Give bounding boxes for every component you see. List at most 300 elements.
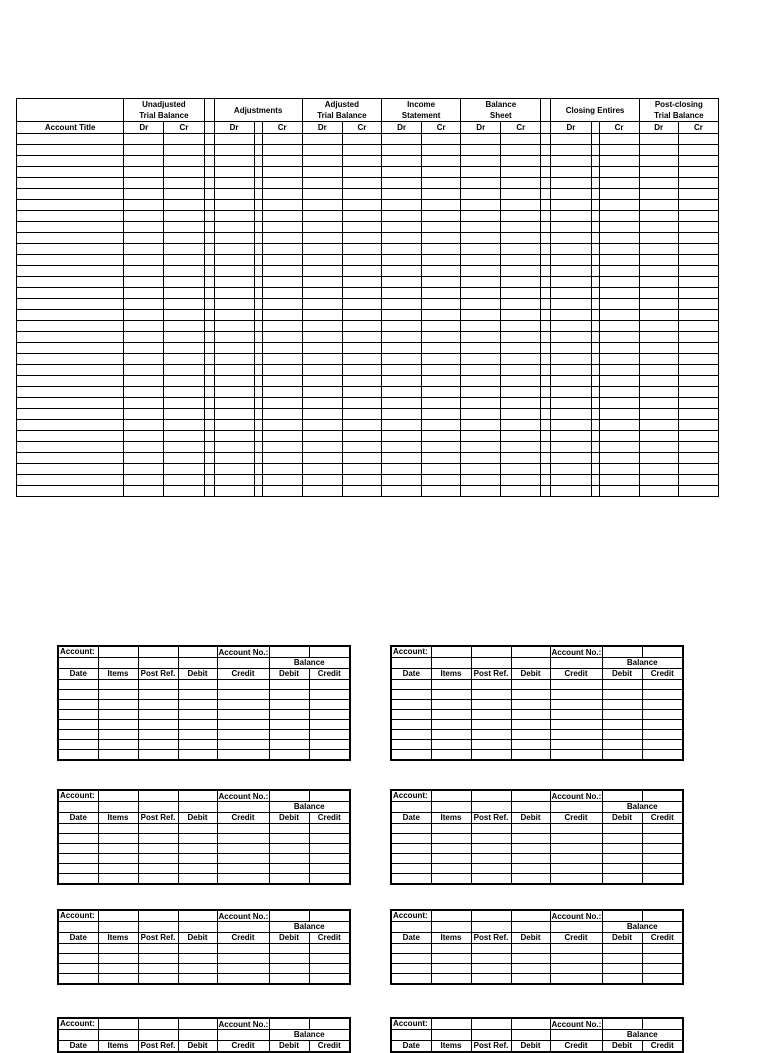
amount-cell[interactable] [591, 310, 599, 321]
amount-cell[interactable] [124, 409, 164, 420]
amount-cell[interactable] [599, 486, 639, 497]
account-title-cell[interactable] [17, 167, 124, 178]
ledger-entry-cell[interactable] [550, 964, 602, 974]
amount-cell[interactable] [381, 332, 421, 343]
amount-cell[interactable] [591, 442, 599, 453]
amount-cell[interactable] [461, 321, 501, 332]
ledger-entry-cell[interactable] [309, 710, 350, 720]
amount-cell[interactable] [599, 200, 639, 211]
amount-cell[interactable] [639, 420, 678, 431]
ledger-entry-cell[interactable] [309, 954, 350, 964]
amount-cell[interactable] [254, 442, 262, 453]
amount-cell[interactable] [461, 332, 501, 343]
amount-cell[interactable] [381, 354, 421, 365]
ledger-entry-cell[interactable] [642, 700, 683, 710]
ledger-entry-cell[interactable] [269, 964, 309, 974]
amount-cell[interactable] [342, 211, 381, 222]
account-name-cell[interactable] [138, 910, 178, 922]
account-name-cell[interactable] [138, 790, 178, 802]
amount-cell[interactable] [164, 343, 204, 354]
amount-cell[interactable] [422, 222, 461, 233]
account-title-cell[interactable] [17, 266, 124, 277]
account-title-cell[interactable] [17, 145, 124, 156]
amount-cell[interactable] [254, 486, 262, 497]
ledger-entry-cell[interactable] [391, 954, 431, 964]
amount-cell[interactable] [342, 145, 381, 156]
amount-cell[interactable] [639, 200, 678, 211]
amount-cell[interactable] [381, 156, 421, 167]
ledger-entry-cell[interactable] [642, 874, 683, 885]
ledger-entry-cell[interactable] [217, 944, 269, 954]
amount-cell[interactable] [342, 178, 381, 189]
amount-cell[interactable] [551, 200, 591, 211]
amount-cell[interactable] [639, 332, 678, 343]
amount-cell[interactable] [302, 178, 342, 189]
ledger-entry-cell[interactable] [391, 710, 431, 720]
account-no-cell[interactable] [642, 646, 683, 658]
amount-cell[interactable] [591, 365, 599, 376]
amount-cell[interactable] [678, 332, 718, 343]
amount-cell[interactable] [422, 420, 461, 431]
amount-cell[interactable] [501, 255, 541, 266]
amount-cell[interactable] [551, 167, 591, 178]
amount-cell[interactable] [262, 299, 302, 310]
amount-cell[interactable] [541, 222, 551, 233]
amount-cell[interactable] [461, 145, 501, 156]
amount-cell[interactable] [124, 299, 164, 310]
amount-cell[interactable] [302, 244, 342, 255]
amount-cell[interactable] [262, 222, 302, 233]
amount-cell[interactable] [164, 255, 204, 266]
amount-cell[interactable] [214, 310, 254, 321]
amount-cell[interactable] [164, 222, 204, 233]
amount-cell[interactable] [262, 376, 302, 387]
amount-cell[interactable] [599, 145, 639, 156]
amount-cell[interactable] [541, 134, 551, 145]
amount-cell[interactable] [214, 222, 254, 233]
amount-cell[interactable] [124, 244, 164, 255]
amount-cell[interactable] [541, 442, 551, 453]
account-title-cell[interactable] [17, 134, 124, 145]
amount-cell[interactable] [461, 486, 501, 497]
amount-cell[interactable] [204, 409, 214, 420]
ledger-entry-cell[interactable] [269, 844, 309, 854]
ledger-entry-cell[interactable] [511, 834, 550, 844]
amount-cell[interactable] [599, 409, 639, 420]
amount-cell[interactable] [422, 365, 461, 376]
ledger-entry-cell[interactable] [138, 824, 178, 834]
amount-cell[interactable] [551, 299, 591, 310]
ledger-entry-cell[interactable] [217, 700, 269, 710]
amount-cell[interactable] [541, 332, 551, 343]
ledger-entry-cell[interactable] [391, 874, 431, 885]
ledger-entry-cell[interactable] [58, 974, 98, 985]
amount-cell[interactable] [422, 431, 461, 442]
amount-cell[interactable] [381, 398, 421, 409]
amount-cell[interactable] [551, 288, 591, 299]
amount-cell[interactable] [342, 354, 381, 365]
amount-cell[interactable] [254, 398, 262, 409]
amount-cell[interactable] [591, 475, 599, 486]
amount-cell[interactable] [551, 145, 591, 156]
amount-cell[interactable] [639, 475, 678, 486]
ledger-entry-cell[interactable] [431, 720, 471, 730]
amount-cell[interactable] [678, 189, 718, 200]
ledger-entry-cell[interactable] [431, 834, 471, 844]
ledger-entry-cell[interactable] [511, 710, 550, 720]
amount-cell[interactable] [501, 200, 541, 211]
amount-cell[interactable] [342, 343, 381, 354]
amount-cell[interactable] [501, 354, 541, 365]
ledger-entry-cell[interactable] [178, 874, 217, 885]
amount-cell[interactable] [501, 409, 541, 420]
amount-cell[interactable] [541, 178, 551, 189]
amount-cell[interactable] [541, 255, 551, 266]
amount-cell[interactable] [461, 134, 501, 145]
amount-cell[interactable] [302, 365, 342, 376]
amount-cell[interactable] [204, 332, 214, 343]
ledger-entry-cell[interactable] [98, 964, 138, 974]
ledger-entry-cell[interactable] [138, 844, 178, 854]
amount-cell[interactable] [342, 453, 381, 464]
amount-cell[interactable] [551, 332, 591, 343]
ledger-entry-cell[interactable] [309, 824, 350, 834]
amount-cell[interactable] [262, 387, 302, 398]
amount-cell[interactable] [461, 398, 501, 409]
account-title-cell[interactable] [17, 211, 124, 222]
amount-cell[interactable] [254, 354, 262, 365]
amount-cell[interactable] [204, 189, 214, 200]
amount-cell[interactable] [262, 145, 302, 156]
amount-cell[interactable] [461, 464, 501, 475]
amount-cell[interactable] [541, 299, 551, 310]
ledger-entry-cell[interactable] [178, 700, 217, 710]
amount-cell[interactable] [551, 266, 591, 277]
ledger-entry-cell[interactable] [391, 730, 431, 740]
amount-cell[interactable] [599, 211, 639, 222]
ledger-entry-cell[interactable] [391, 944, 431, 954]
amount-cell[interactable] [599, 189, 639, 200]
amount-cell[interactable] [381, 266, 421, 277]
amount-cell[interactable] [551, 398, 591, 409]
amount-cell[interactable] [164, 310, 204, 321]
ledger-entry-cell[interactable] [178, 954, 217, 964]
amount-cell[interactable] [214, 398, 254, 409]
amount-cell[interactable] [164, 365, 204, 376]
amount-cell[interactable] [599, 233, 639, 244]
ledger-entry-cell[interactable] [269, 864, 309, 874]
amount-cell[interactable] [214, 189, 254, 200]
ledger-entry-cell[interactable] [217, 954, 269, 964]
amount-cell[interactable] [262, 310, 302, 321]
amount-cell[interactable] [639, 464, 678, 475]
account-title-cell[interactable] [17, 321, 124, 332]
ledger-entry-cell[interactable] [471, 964, 511, 974]
amount-cell[interactable] [164, 475, 204, 486]
amount-cell[interactable] [551, 189, 591, 200]
account-title-cell[interactable] [17, 277, 124, 288]
amount-cell[interactable] [381, 222, 421, 233]
amount-cell[interactable] [204, 266, 214, 277]
account-title-cell[interactable] [17, 376, 124, 387]
amount-cell[interactable] [204, 365, 214, 376]
ledger-entry-cell[interactable] [471, 844, 511, 854]
amount-cell[interactable] [599, 354, 639, 365]
amount-cell[interactable] [302, 398, 342, 409]
amount-cell[interactable] [599, 266, 639, 277]
ledger-entry-cell[interactable] [391, 720, 431, 730]
amount-cell[interactable] [214, 211, 254, 222]
amount-cell[interactable] [422, 233, 461, 244]
ledger-entry-cell[interactable] [138, 720, 178, 730]
amount-cell[interactable] [164, 420, 204, 431]
ledger-entry-cell[interactable] [511, 750, 550, 761]
amount-cell[interactable] [164, 354, 204, 365]
amount-cell[interactable] [342, 200, 381, 211]
amount-cell[interactable] [461, 189, 501, 200]
amount-cell[interactable] [302, 145, 342, 156]
amount-cell[interactable] [381, 233, 421, 244]
amount-cell[interactable] [254, 244, 262, 255]
amount-cell[interactable] [599, 299, 639, 310]
amount-cell[interactable] [461, 244, 501, 255]
amount-cell[interactable] [262, 200, 302, 211]
account-title-cell[interactable] [17, 420, 124, 431]
amount-cell[interactable] [214, 354, 254, 365]
account-title-cell[interactable] [17, 486, 124, 497]
amount-cell[interactable] [599, 288, 639, 299]
amount-cell[interactable] [422, 277, 461, 288]
ledger-entry-cell[interactable] [642, 680, 683, 690]
amount-cell[interactable] [541, 365, 551, 376]
ledger-entry-cell[interactable] [391, 824, 431, 834]
account-title-cell[interactable] [17, 310, 124, 321]
amount-cell[interactable] [591, 486, 599, 497]
amount-cell[interactable] [551, 431, 591, 442]
ledger-entry-cell[interactable] [58, 844, 98, 854]
amount-cell[interactable] [124, 398, 164, 409]
ledger-entry-cell[interactable] [642, 740, 683, 750]
amount-cell[interactable] [262, 288, 302, 299]
ledger-entry-cell[interactable] [217, 964, 269, 974]
amount-cell[interactable] [541, 398, 551, 409]
ledger-entry-cell[interactable] [98, 954, 138, 964]
ledger-entry-cell[interactable] [391, 700, 431, 710]
amount-cell[interactable] [599, 134, 639, 145]
amount-cell[interactable] [262, 321, 302, 332]
amount-cell[interactable] [302, 409, 342, 420]
amount-cell[interactable] [422, 299, 461, 310]
amount-cell[interactable] [551, 222, 591, 233]
amount-cell[interactable] [214, 343, 254, 354]
amount-cell[interactable] [214, 134, 254, 145]
amount-cell[interactable] [254, 409, 262, 420]
ledger-entry-cell[interactable] [471, 944, 511, 954]
amount-cell[interactable] [262, 442, 302, 453]
amount-cell[interactable] [164, 189, 204, 200]
amount-cell[interactable] [262, 409, 302, 420]
amount-cell[interactable] [302, 343, 342, 354]
ledger-entry-cell[interactable] [391, 690, 431, 700]
ledger-entry-cell[interactable] [550, 864, 602, 874]
ledger-entry-cell[interactable] [602, 730, 642, 740]
amount-cell[interactable] [599, 365, 639, 376]
amount-cell[interactable] [461, 222, 501, 233]
account-title-cell[interactable] [17, 233, 124, 244]
amount-cell[interactable] [254, 222, 262, 233]
ledger-entry-cell[interactable] [642, 944, 683, 954]
amount-cell[interactable] [591, 134, 599, 145]
amount-cell[interactable] [381, 409, 421, 420]
amount-cell[interactable] [599, 442, 639, 453]
ledger-entry-cell[interactable] [98, 844, 138, 854]
amount-cell[interactable] [124, 321, 164, 332]
amount-cell[interactable] [501, 464, 541, 475]
account-name-cell[interactable] [138, 646, 178, 658]
amount-cell[interactable] [639, 288, 678, 299]
ledger-entry-cell[interactable] [58, 730, 98, 740]
amount-cell[interactable] [381, 134, 421, 145]
ledger-entry-cell[interactable] [602, 874, 642, 885]
amount-cell[interactable] [501, 277, 541, 288]
ledger-entry-cell[interactable] [642, 824, 683, 834]
amount-cell[interactable] [591, 211, 599, 222]
amount-cell[interactable] [422, 200, 461, 211]
ledger-entry-cell[interactable] [550, 720, 602, 730]
account-name-cell[interactable] [511, 910, 550, 922]
amount-cell[interactable] [591, 277, 599, 288]
ledger-entry-cell[interactable] [217, 874, 269, 885]
amount-cell[interactable] [204, 178, 214, 189]
ledger-entry-cell[interactable] [550, 874, 602, 885]
amount-cell[interactable] [541, 156, 551, 167]
amount-cell[interactable] [678, 167, 718, 178]
amount-cell[interactable] [342, 134, 381, 145]
amount-cell[interactable] [551, 464, 591, 475]
ledger-entry-cell[interactable] [58, 954, 98, 964]
amount-cell[interactable] [164, 233, 204, 244]
amount-cell[interactable] [381, 211, 421, 222]
amount-cell[interactable] [204, 464, 214, 475]
ledger-entry-cell[interactable] [58, 944, 98, 954]
account-name-cell[interactable] [471, 910, 511, 922]
amount-cell[interactable] [422, 178, 461, 189]
amount-cell[interactable] [164, 277, 204, 288]
ledger-entry-cell[interactable] [58, 874, 98, 885]
amount-cell[interactable] [599, 453, 639, 464]
account-name-cell[interactable] [178, 790, 217, 802]
amount-cell[interactable] [678, 420, 718, 431]
ledger-entry-cell[interactable] [511, 864, 550, 874]
amount-cell[interactable] [551, 343, 591, 354]
amount-cell[interactable] [678, 299, 718, 310]
amount-cell[interactable] [381, 299, 421, 310]
amount-cell[interactable] [214, 156, 254, 167]
amount-cell[interactable] [591, 321, 599, 332]
amount-cell[interactable] [591, 343, 599, 354]
amount-cell[interactable] [599, 431, 639, 442]
amount-cell[interactable] [381, 167, 421, 178]
amount-cell[interactable] [501, 376, 541, 387]
amount-cell[interactable] [381, 464, 421, 475]
account-title-cell[interactable] [17, 343, 124, 354]
amount-cell[interactable] [124, 332, 164, 343]
ledger-entry-cell[interactable] [269, 690, 309, 700]
amount-cell[interactable] [639, 222, 678, 233]
amount-cell[interactable] [164, 376, 204, 387]
amount-cell[interactable] [501, 266, 541, 277]
amount-cell[interactable] [541, 376, 551, 387]
ledger-entry-cell[interactable] [178, 710, 217, 720]
ledger-entry-cell[interactable] [98, 710, 138, 720]
ledger-entry-cell[interactable] [391, 844, 431, 854]
ledger-entry-cell[interactable] [431, 824, 471, 834]
account-name-cell[interactable] [98, 910, 138, 922]
ledger-entry-cell[interactable] [550, 834, 602, 844]
amount-cell[interactable] [204, 453, 214, 464]
ledger-entry-cell[interactable] [178, 864, 217, 874]
amount-cell[interactable] [422, 167, 461, 178]
ledger-entry-cell[interactable] [217, 680, 269, 690]
ledger-entry-cell[interactable] [138, 680, 178, 690]
amount-cell[interactable] [591, 299, 599, 310]
amount-cell[interactable] [124, 343, 164, 354]
amount-cell[interactable] [678, 365, 718, 376]
ledger-entry-cell[interactable] [642, 750, 683, 761]
ledger-entry-cell[interactable] [138, 874, 178, 885]
ledger-entry-cell[interactable] [309, 730, 350, 740]
ledger-entry-cell[interactable] [602, 740, 642, 750]
amount-cell[interactable] [461, 255, 501, 266]
amount-cell[interactable] [591, 266, 599, 277]
ledger-entry-cell[interactable] [471, 864, 511, 874]
amount-cell[interactable] [599, 255, 639, 266]
account-no-cell[interactable] [642, 790, 683, 802]
amount-cell[interactable] [678, 453, 718, 464]
amount-cell[interactable] [124, 145, 164, 156]
amount-cell[interactable] [599, 343, 639, 354]
amount-cell[interactable] [678, 343, 718, 354]
amount-cell[interactable] [422, 475, 461, 486]
amount-cell[interactable] [551, 310, 591, 321]
amount-cell[interactable] [124, 211, 164, 222]
amount-cell[interactable] [302, 354, 342, 365]
amount-cell[interactable] [164, 387, 204, 398]
ledger-entry-cell[interactable] [471, 750, 511, 761]
amount-cell[interactable] [461, 376, 501, 387]
amount-cell[interactable] [501, 189, 541, 200]
ledger-entry-cell[interactable] [550, 944, 602, 954]
amount-cell[interactable] [551, 255, 591, 266]
amount-cell[interactable] [591, 189, 599, 200]
amount-cell[interactable] [164, 442, 204, 453]
amount-cell[interactable] [422, 310, 461, 321]
amount-cell[interactable] [639, 376, 678, 387]
ledger-entry-cell[interactable] [550, 824, 602, 834]
ledger-entry-cell[interactable] [642, 834, 683, 844]
amount-cell[interactable] [381, 178, 421, 189]
account-title-cell[interactable] [17, 189, 124, 200]
account-name-cell[interactable] [98, 790, 138, 802]
ledger-entry-cell[interactable] [58, 834, 98, 844]
ledger-entry-cell[interactable] [511, 690, 550, 700]
ledger-entry-cell[interactable] [58, 680, 98, 690]
amount-cell[interactable] [541, 266, 551, 277]
ledger-entry-cell[interactable] [431, 854, 471, 864]
ledger-entry-cell[interactable] [269, 740, 309, 750]
amount-cell[interactable] [124, 442, 164, 453]
amount-cell[interactable] [422, 189, 461, 200]
